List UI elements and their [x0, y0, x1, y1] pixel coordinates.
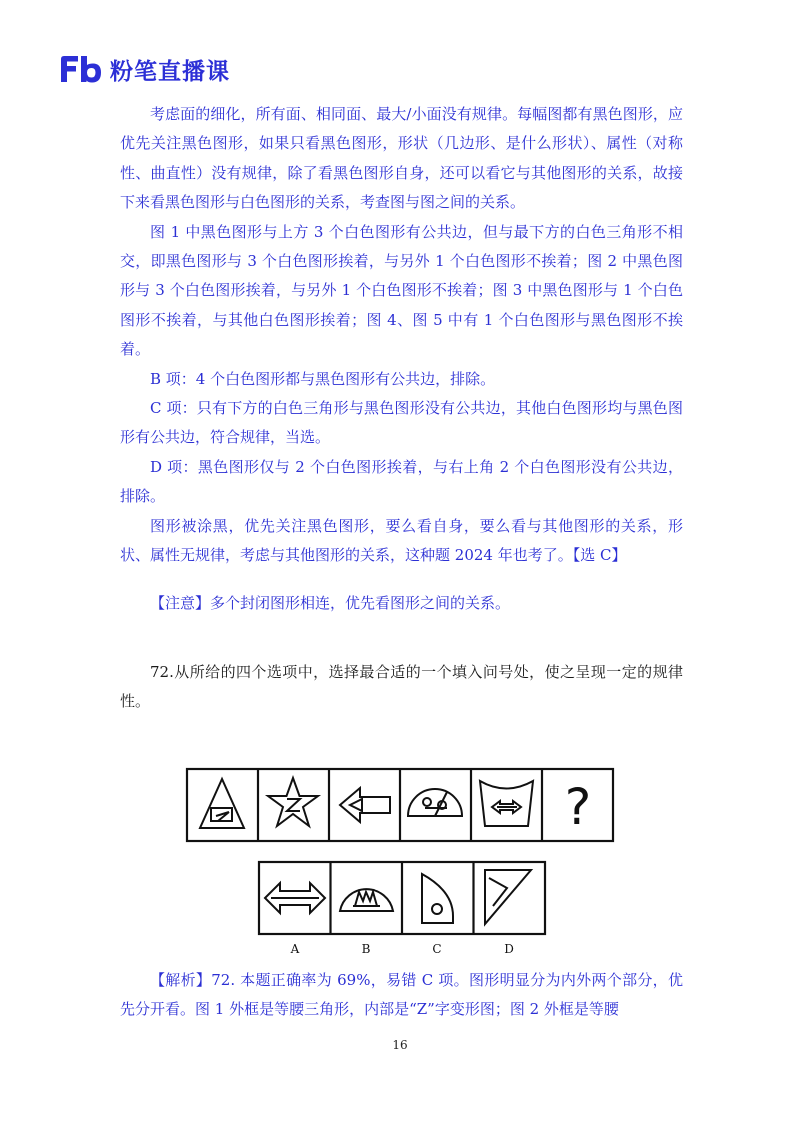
option-label: D	[504, 942, 514, 956]
semicircle-w-icon	[340, 889, 393, 911]
triangle-z-icon	[200, 779, 244, 828]
option-label: B	[361, 942, 371, 956]
answer-analysis-paragraph: 【解析】72. 本题正确率为 69%，易错 C 项。图形明显分为内外两个部分，优先分开看。图 1 外框是等腰三角形，内部是“Z”字变形图；图 2 外框是等腰	[120, 971, 683, 1019]
note-paragraph: 【注意】多个封闭图形相连，优先看图形之间的关系。	[150, 593, 511, 612]
star-z-icon	[268, 778, 318, 826]
question-figure	[185, 766, 615, 960]
analysis-paragraph: C 项：只有下方的白色三角形与黑色图形没有公共边，其他白色图形均与黑色图形有公共边，符合规律，当选。	[120, 399, 683, 447]
analysis-paragraph: B 项：4 个白色图形都与黑色图形有公共边，排除。	[150, 369, 496, 388]
analysis-paragraph: D 项：黑色图形仅与 2 个白色图形挨着，与右上角 2 个白色图形没有公共边，排除。	[120, 457, 683, 506]
sequence-row	[187, 769, 613, 841]
option-label: C	[432, 942, 442, 956]
bucket-arrows-icon	[480, 781, 533, 826]
triangle-lines-icon	[485, 870, 531, 924]
analysis-paragraph: 图 1 中黑色图形与上方 3 个白色图形有公共边，但与最下方的白色三角形不相交，即黑色图形与 3 个白色图形挨着，与另外 1 个白色图形不挨着；图 2 中黑色图形与 3 个白色图形挨着，与另外 1 个白色图形不挨着；图 3 中黑色图形与 1 个白色图形不挨着，与其他白色图形挨着；图 4、图 5 中有 1 个白色图形与黑色图形不挨着。	[120, 222, 683, 359]
page-number: 16	[392, 1038, 408, 1052]
fb-logo-icon	[58, 53, 104, 85]
d-shape-circle-icon	[422, 874, 453, 923]
brand-logo	[58, 52, 230, 86]
semicircle-icon	[408, 789, 462, 816]
question-mark-icon: ?	[564, 778, 592, 836]
question-text: 72.从所给的四个选项中，选择最合适的一个填入问号处，使之呈现一定的规律性。	[120, 662, 683, 711]
analysis-paragraph: 图形被涂黑，优先关注黑色图形，要么看自身，要么看与其他图形的关系，形状、属性无规律，考虑与其他图形的关系，这种题 2024 年也考了。【选 C】	[120, 516, 683, 565]
answer-analysis	[120, 966, 683, 1025]
analysis-content	[120, 100, 683, 717]
double-arrow-icon	[265, 883, 325, 913]
arrow-left-icon	[340, 788, 390, 822]
brand-name: 粉笔直播课	[110, 58, 230, 85]
option-label: A	[290, 942, 300, 956]
analysis-paragraph: 考虑面的细化，所有面、相同面、最大/小面没有规律。每幅图都有黑色图形，应优先关注黑色图形，如果只看黑色图形，形状（几边形、是什么形状）、属性（对称性、曲直性）没有规律，除了看黑色图形自身，还可以看它与其他图形的关系，故接下来看黑色图形与白色图形的关系，考查图与图之间的关系。	[120, 105, 683, 212]
